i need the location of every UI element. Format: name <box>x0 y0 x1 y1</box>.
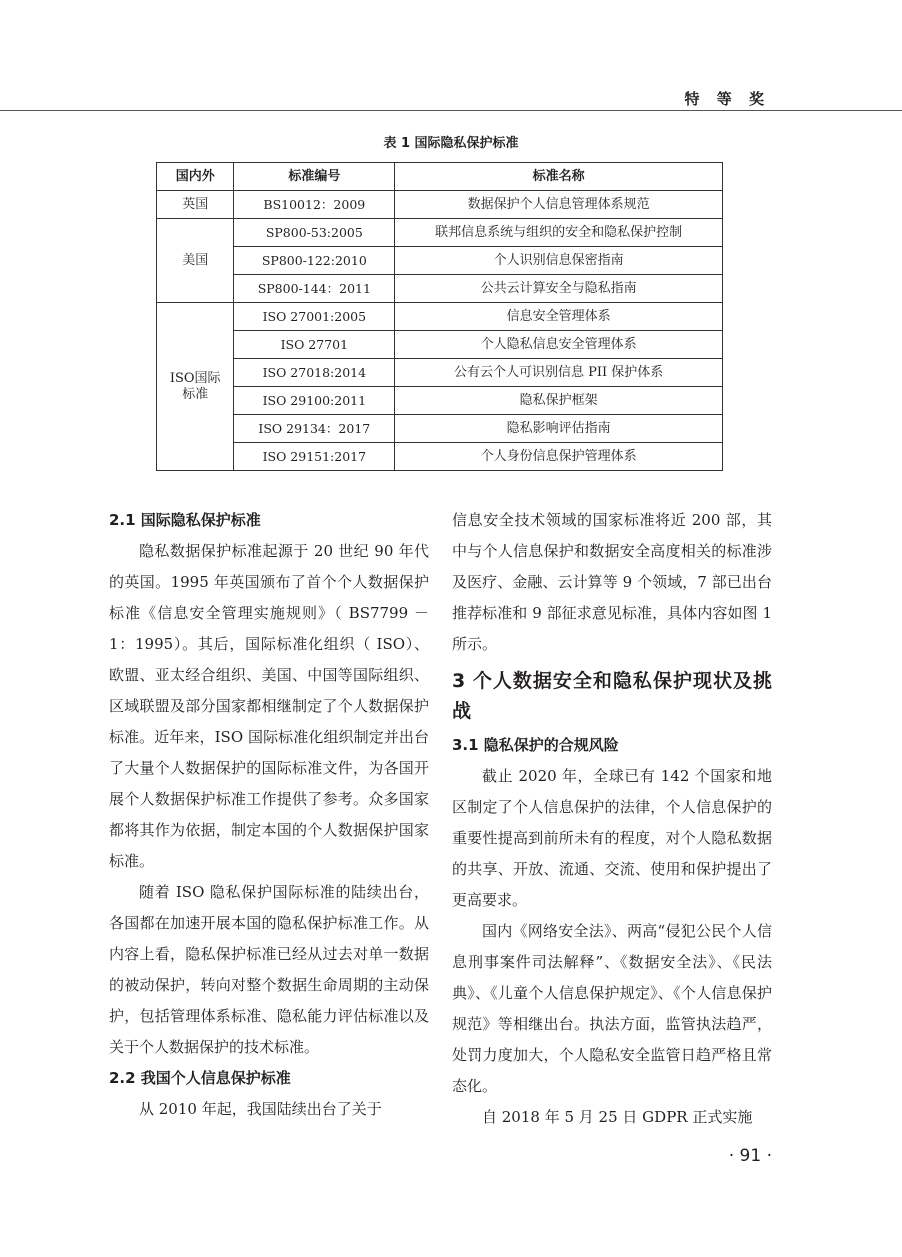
header-code: 标准编号 <box>234 163 395 191</box>
region-cell: ISO国际标准 <box>157 303 234 471</box>
standards-table <box>156 162 723 471</box>
name-cell: 信息安全管理体系 <box>395 303 723 331</box>
code-cell: SP800-53:2005 <box>234 219 395 247</box>
name-cell: 个人隐私信息安全管理体系 <box>395 331 723 359</box>
name-cell: 个人识别信息保密指南 <box>395 247 723 275</box>
table-row <box>157 331 723 359</box>
name-cell: 公有云个人可识别信息 PII 保护体系 <box>395 359 723 387</box>
code-cell: ISO 29134：2017 <box>234 415 395 443</box>
table-row <box>157 387 723 415</box>
section-tag: 特 等 奖 <box>684 90 770 108</box>
name-cell: 个人身份信息保护管理体系 <box>395 443 723 471</box>
table-row <box>157 359 723 387</box>
table-row <box>157 443 723 471</box>
code-cell: BS10012：2009 <box>234 191 395 219</box>
left-column <box>109 505 429 1125</box>
page-number: · 91 · <box>728 1146 772 1166</box>
paragraph: 隐私数据保护标准起源于 20 世纪 90 年代的英国。1995 年英国颁布了首个个人数据保护标准《信息安全管理实施规则》（ BS7799 － 1：1995）。其后，国际标准化组织（ ISO）、欧盟、亚太经合组织、美国、中国等国际组织、区域联盟及部分国家都相继制定了个人数据保护标准。近年来，ISO 国际标准化组织制定并出台了大量个人数据保护的国际标准文件，为各国开展个人数据保护标准工作提供了参考。众多国家都将其作为依据，制定本国的个人数据保护国家标准。 <box>109 542 429 870</box>
code-cell: ISO 27018:2014 <box>234 359 395 387</box>
name-cell: 联邦信息系统与组织的安全和隐私保护控制 <box>395 219 723 247</box>
section-heading-3-1: 3.1 隐私保护的合规风险 <box>452 736 619 754</box>
code-cell: SP800-122:2010 <box>234 247 395 275</box>
table-row <box>157 275 723 303</box>
table-row <box>157 415 723 443</box>
table-row <box>157 191 723 219</box>
paragraph: 从 2010 年起，我国陆续出台了关于 <box>139 1100 382 1118</box>
region-cell: 英国 <box>157 191 234 219</box>
code-cell: ISO 27001:2005 <box>234 303 395 331</box>
region-cell: 美国 <box>157 219 234 303</box>
table-row <box>157 247 723 275</box>
section-heading-3: 3 个人数据安全和隐私保护现状及挑战 <box>452 670 772 722</box>
name-cell: 隐私保护框架 <box>395 387 723 415</box>
section-heading-2-2: 2.2 我国个人信息保护标准 <box>109 1069 291 1087</box>
paragraph: 随着 ISO 隐私保护国际标准的陆续出台，各国都在加速开展本国的隐私保护标准工作。从内容上看，隐私保护标准已经从过去对单一数据的被动保护，转向对整个数据生命周期的主动保护，包括管理体系标准、隐私能力评估标准以及关于个人数据保护的技术标准。 <box>109 883 429 1056</box>
code-cell: ISO 29100:2011 <box>234 387 395 415</box>
section-heading-2-1: 2.1 国际隐私保护标准 <box>109 511 261 529</box>
header-name: 标准名称 <box>395 163 723 191</box>
paragraph: 截止 2020 年，全球已有 142 个国家和地区制定了个人信息保护的法律，个人信息保护的重要性提高到前所未有的程度，对个人隐私数据的共享、开放、流通、交流、使用和保护提出了更高要求。 <box>452 767 772 909</box>
right-column <box>452 505 772 1133</box>
paragraph: 自 2018 年 5 月 25 日 GDPR 正式实施 <box>482 1108 753 1126</box>
code-cell: ISO 27701 <box>234 331 395 359</box>
code-cell: SP800-144：2011 <box>234 275 395 303</box>
header-region: 国内外 <box>157 163 234 191</box>
table-row <box>157 219 723 247</box>
header-divider <box>0 110 902 111</box>
name-cell: 公共云计算安全与隐私指南 <box>395 275 723 303</box>
table-caption: 表 1 国际隐私保护标准 <box>383 136 519 151</box>
table-row <box>157 303 723 331</box>
code-cell: ISO 29151:2017 <box>234 443 395 471</box>
name-cell: 隐私影响评估指南 <box>395 415 723 443</box>
paragraph: 信息安全技术领域的国家标准将近 200 部，其中与个人信息保护和数据安全高度相关的标准涉及医疗、金融、云计算等 9 个领域，7 部已出台推荐标准和 9 部征求意见标准，具体内容如图 1 所示。 <box>452 511 772 653</box>
paragraph: 国内《网络安全法》、两高“侵犯公民个人信息刑事案件司法解释”、《数据安全法》、《民法典》、《儿童个人信息保护规定》、《个人信息保护规范》等相继出台。执法方面，监管执法趋严，处罚力度加大，个人隐私安全监管日趋严格且常态化。 <box>452 922 772 1095</box>
table-header-row <box>157 163 723 191</box>
name-cell: 数据保护个人信息管理体系规范 <box>395 191 723 219</box>
